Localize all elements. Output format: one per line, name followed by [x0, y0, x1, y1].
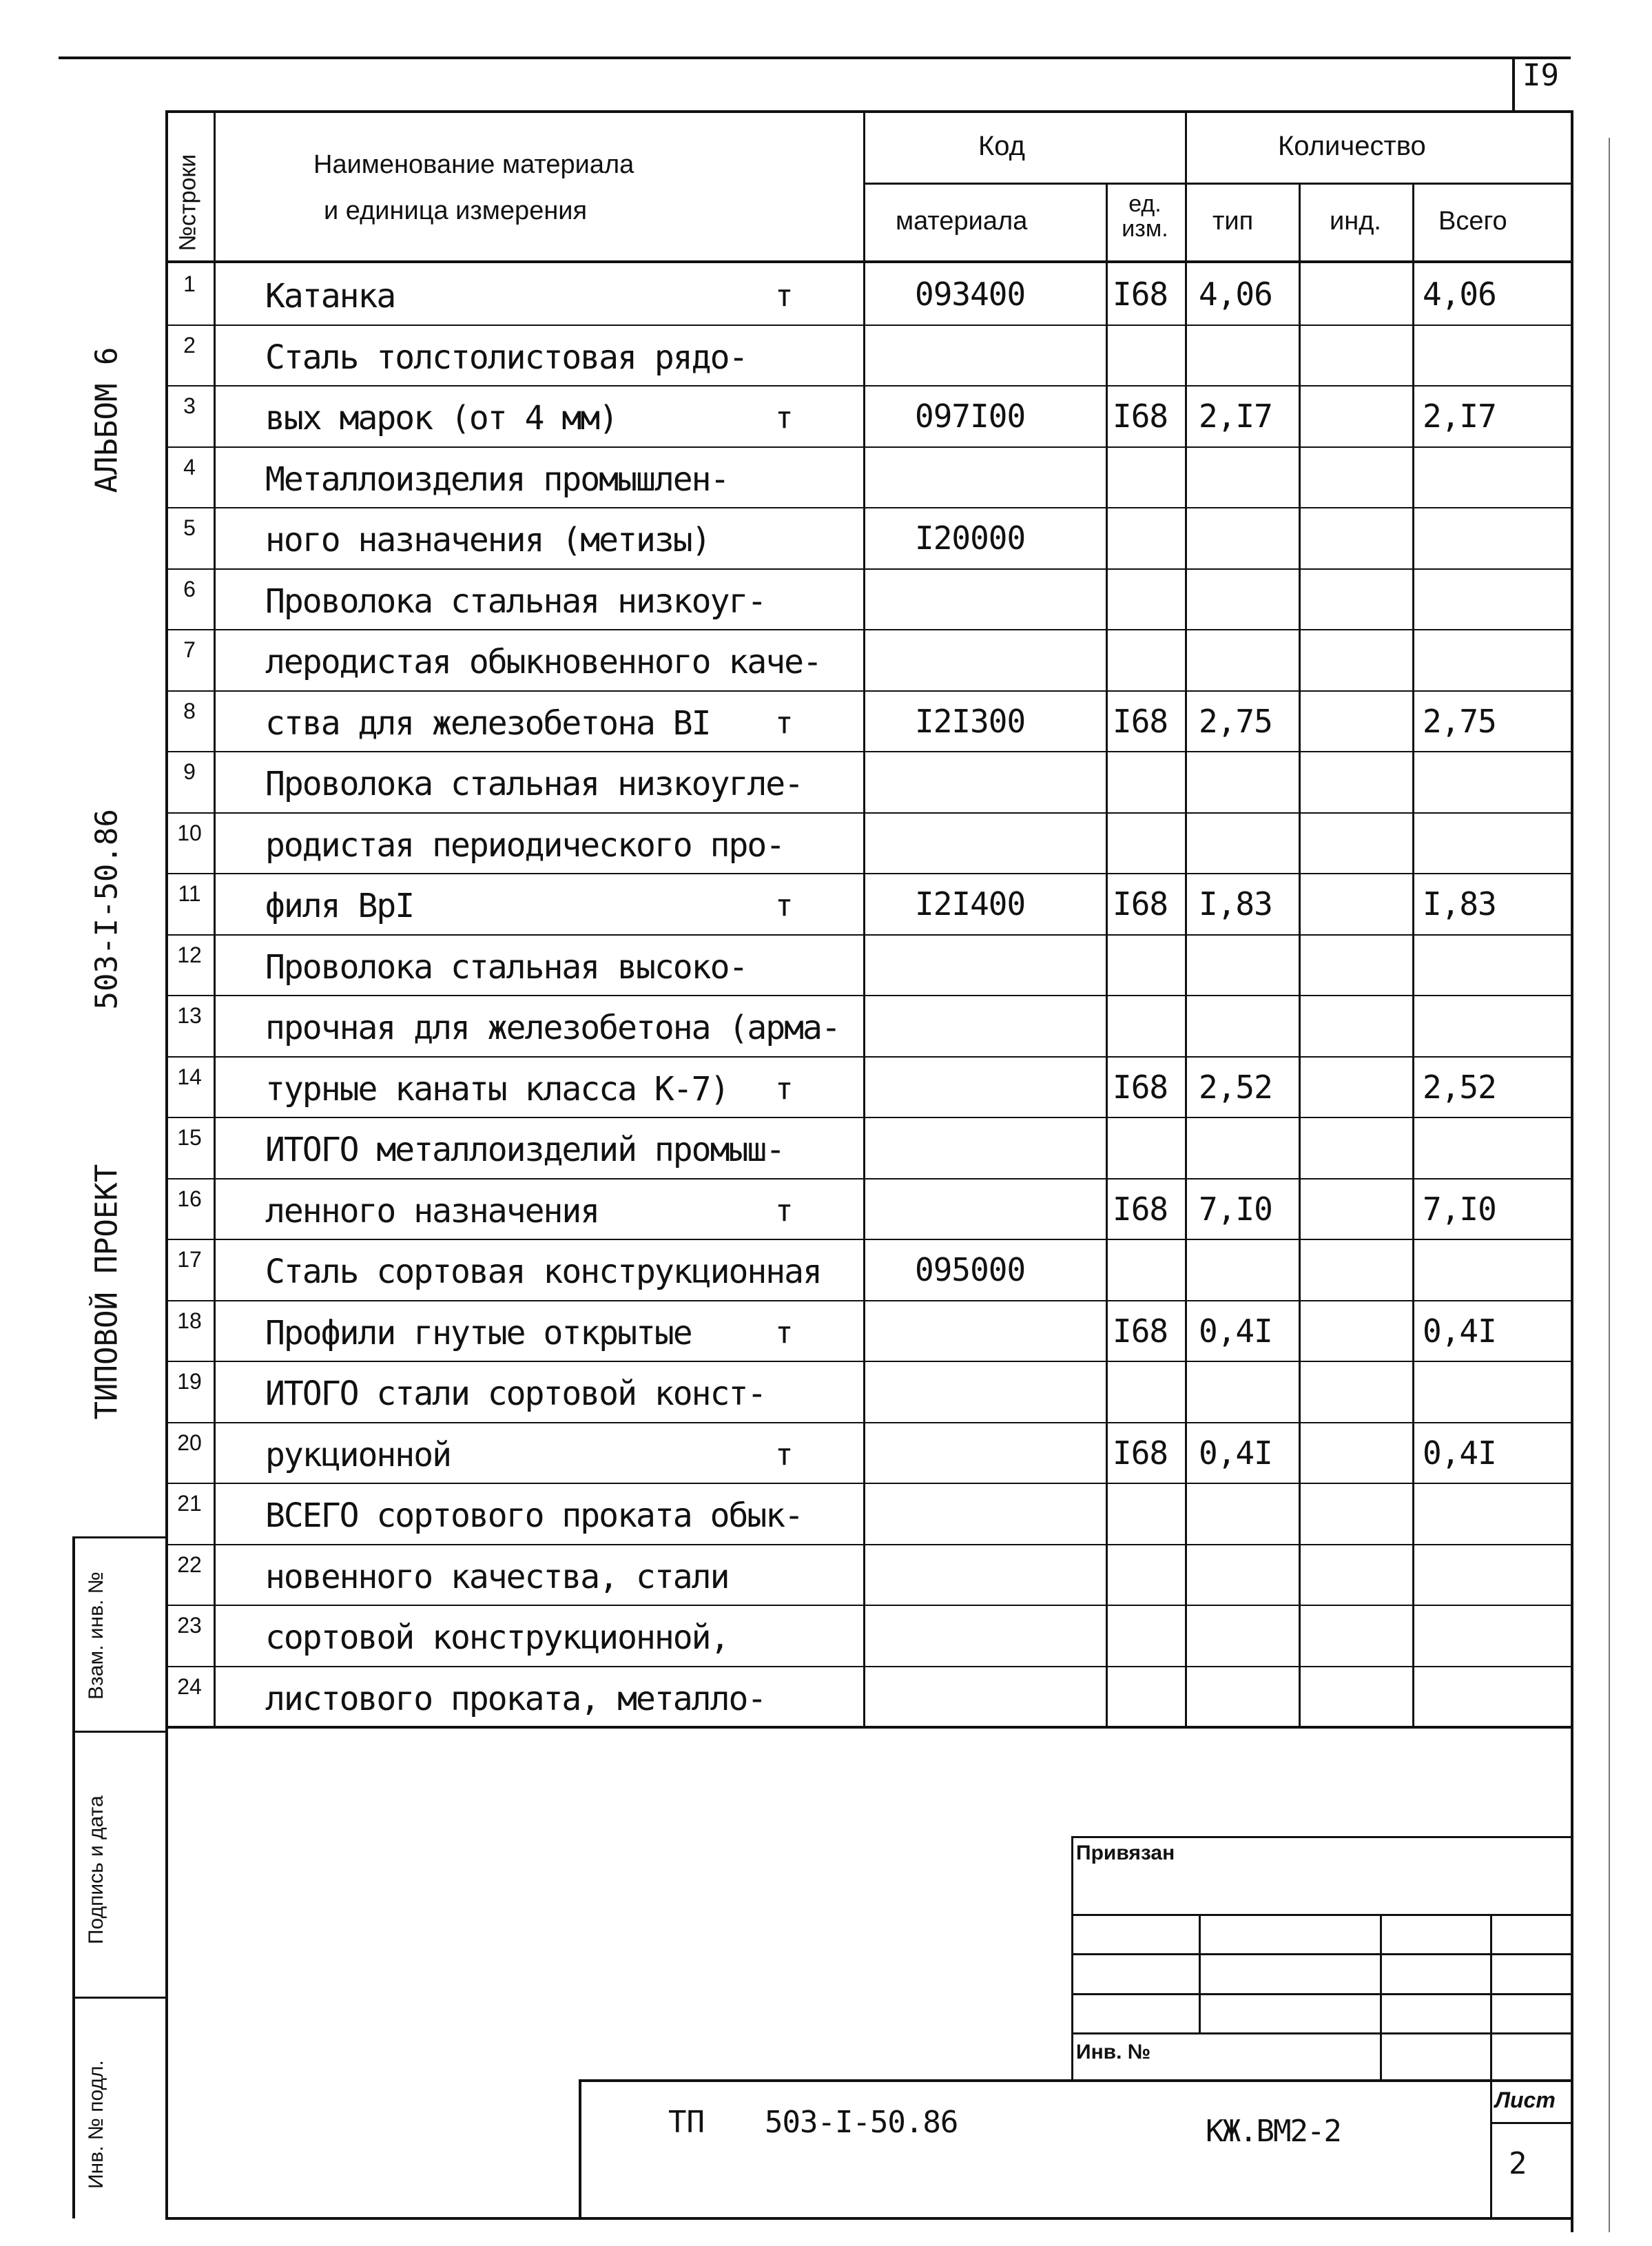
title-left	[579, 2079, 581, 2218]
table-row	[0, 1300, 1652, 1361]
qty-tip: 0,4I	[1199, 1434, 1272, 1472]
stamp-podpis: Подпись и дата	[85, 1795, 107, 1944]
qty-total: 0,4I	[1423, 1434, 1496, 1472]
table-row	[0, 1178, 1652, 1239]
priv-col-3	[1490, 1914, 1492, 2081]
title-sheet-label: Лист	[1495, 2088, 1556, 2112]
table-row	[0, 1483, 1652, 1544]
qty-total: I,83	[1423, 885, 1496, 923]
row-number: 9	[183, 759, 196, 784]
qty-total: 7,I0	[1423, 1190, 1496, 1228]
priv-col-1	[1199, 1914, 1201, 2032]
table-row	[0, 1422, 1652, 1483]
material-name: Металлоизделия промышлен-	[265, 460, 729, 499]
table-row	[0, 1239, 1652, 1300]
material-name: леродистая обыкновенного каче-	[265, 643, 821, 681]
priv-left	[1071, 1836, 1073, 2081]
sheet-number: I9	[1522, 58, 1559, 93]
qty-tip: 2,52	[1199, 1068, 1272, 1106]
material-name: ного назначения (метизы)	[265, 521, 710, 559]
title-tp: ТП	[668, 2105, 705, 2140]
table-row	[0, 690, 1652, 752]
header-total: Всего	[1438, 207, 1507, 236]
priv-row-3	[1071, 1993, 1573, 1995]
row-number: 7	[183, 637, 196, 662]
material-name: ленного назначения	[265, 1191, 599, 1230]
material-name: Катанка	[265, 277, 395, 316]
row-number: 5	[183, 515, 196, 540]
material-name: вых марок (от 4 мм)	[265, 399, 618, 437]
unit-code: I68	[1113, 702, 1168, 740]
header-row-no: №строки	[174, 154, 201, 251]
material-code: I2I400	[915, 885, 1026, 923]
priv-col-2	[1380, 1914, 1382, 2081]
material-name: Проволока стальная низкоуг-	[265, 581, 766, 621]
title-sheet-mid	[1490, 2122, 1573, 2124]
qty-tip: 2,I7	[1199, 398, 1272, 435]
sheet-number-box-left	[1512, 56, 1515, 112]
unit-code: I68	[1113, 885, 1168, 923]
unit-cell: т	[775, 1436, 794, 1472]
row-number: 17	[177, 1247, 202, 1272]
material-name: ИТОГО стали сортовой конст-	[265, 1374, 766, 1413]
inv-no-label: Инв. №	[1076, 2041, 1151, 2063]
material-code: 095000	[915, 1251, 1026, 1288]
unit-cell: т	[775, 705, 794, 741]
title-sheet-value: 2	[1509, 2146, 1527, 2181]
material-code: I2I300	[915, 702, 1026, 740]
row-number: 19	[177, 1369, 202, 1394]
row-number: 11	[178, 881, 201, 906]
row-number: 21	[177, 1491, 202, 1516]
row-number: 20	[177, 1430, 202, 1455]
table-row	[0, 1117, 1652, 1178]
row-number: 12	[177, 942, 202, 967]
unit-cell: т	[775, 888, 794, 923]
header-subline	[863, 183, 1573, 185]
header-name-line2: и единица измерения	[324, 196, 588, 225]
row-number: 10	[177, 820, 202, 845]
priv-label: Привязан	[1076, 1842, 1175, 1864]
unit-cell: т	[775, 400, 794, 435]
qty-total: 2,I7	[1423, 398, 1496, 435]
table-row	[0, 995, 1652, 1056]
frame-top	[165, 110, 1573, 113]
table-row	[0, 1544, 1652, 1605]
title-top	[579, 2079, 1573, 2082]
unit-cell: т	[775, 278, 794, 313]
row-number: 3	[183, 393, 196, 418]
unit-code: I68	[1113, 1190, 1168, 1228]
title-sheet-left	[1490, 2079, 1492, 2218]
material-name: сортовой конструкционной,	[265, 1618, 729, 1657]
table-row	[0, 446, 1652, 508]
header-material: материала	[896, 207, 1028, 236]
header-ind: инд.	[1330, 207, 1381, 236]
top-rule	[59, 56, 1571, 59]
table-bottom	[165, 1726, 1573, 1729]
material-name: прочная для железобетона (арма-	[265, 1009, 840, 1047]
unit-cell: т	[775, 1315, 794, 1350]
material-name: Проволока стальная низкоугле-	[265, 765, 803, 803]
unit-cell: т	[775, 1193, 794, 1228]
unit-code: I68	[1113, 1312, 1168, 1350]
unit-code: I68	[1113, 398, 1168, 435]
qty-tip: I,83	[1199, 885, 1272, 923]
table-row	[0, 1056, 1652, 1117]
unit-code: I68	[1113, 1068, 1168, 1106]
table-row	[0, 1666, 1652, 1727]
table-row	[0, 629, 1652, 690]
material-code: 097I00	[915, 398, 1026, 435]
header-unit: ед. изм.	[1122, 191, 1168, 242]
material-name: ВСЕГО сортового проката обык-	[265, 1496, 803, 1535]
row-number: 24	[177, 1673, 202, 1699]
qty-tip: 4,06	[1199, 276, 1272, 313]
material-name: ства для железобетона BI	[265, 703, 710, 743]
row-number: 18	[177, 1308, 202, 1333]
table-row	[0, 507, 1652, 568]
row-number: 22	[177, 1552, 202, 1577]
material-name: листового проката, металло-	[265, 1679, 766, 1718]
unit-cell: т	[775, 1071, 794, 1106]
qty-total: 2,52	[1423, 1068, 1496, 1106]
row-number: 16	[177, 1186, 202, 1211]
row-number: 8	[183, 698, 196, 723]
table-row	[0, 751, 1652, 812]
side-code: 503-I-50.86	[89, 809, 125, 1010]
title-project-code: 503-I-50.86	[765, 2105, 958, 2140]
row-number: 4	[183, 454, 196, 480]
qty-tip: 0,4I	[1199, 1312, 1272, 1350]
material-name: родистая периодического про-	[265, 825, 785, 865]
priv-row-2	[1071, 1953, 1573, 1955]
row-number: 14	[177, 1064, 202, 1089]
material-name: филя ВрI	[265, 887, 414, 925]
priv-row-1	[1071, 1914, 1573, 1916]
table-row	[0, 812, 1652, 874]
stamp-inv-podl: Инв. № подл.	[85, 2060, 107, 2189]
table-row	[0, 324, 1652, 386]
material-name: новенного качества, стали	[265, 1557, 729, 1596]
unit-code: I68	[1113, 1434, 1168, 1472]
header-quantity: Количество	[1278, 131, 1426, 161]
qty-total: 2,75	[1423, 702, 1496, 740]
material-name: турные канаты класса К-7)	[265, 1069, 729, 1109]
material-name: ИТОГО металлоизделий промыш-	[265, 1131, 785, 1169]
table-row	[0, 568, 1652, 630]
side-project: ТИПОВОЙ ПРОЕКТ	[89, 1164, 125, 1420]
material-name: рукционной	[265, 1435, 451, 1474]
material-name: Сталь толстолистовая рядо-	[265, 338, 747, 377]
row-number: 15	[177, 1125, 202, 1150]
table-row	[0, 934, 1652, 996]
material-name: Профили гнутые открытые	[265, 1313, 692, 1352]
header-code: Код	[978, 131, 1026, 161]
frame-bottom	[165, 2217, 1573, 2220]
stamp-divider-2	[72, 1997, 168, 1999]
right-edge-mark	[1609, 138, 1610, 2232]
qty-tip: 7,I0	[1199, 1190, 1272, 1228]
row-number: 13	[177, 1003, 202, 1028]
stamp-vzam: Взам. инв. №	[85, 1572, 107, 1700]
priv-top	[1071, 1836, 1573, 1838]
priv-row-4	[1071, 2032, 1573, 2034]
table-row	[0, 873, 1652, 934]
qty-tip: 2,75	[1199, 702, 1272, 740]
unit-code: I68	[1113, 276, 1168, 313]
row-number: 1	[183, 271, 196, 296]
title-doc-code: КЖ.ВМ2-2	[1206, 2114, 1341, 2149]
table-row	[0, 1605, 1652, 1666]
table-row	[0, 263, 1652, 324]
material-code: I20000	[915, 519, 1026, 557]
material-name: Проволока стальная высоко-	[265, 947, 747, 987]
row-number: 2	[183, 332, 196, 358]
qty-total: 4,06	[1423, 276, 1496, 313]
material-code: 093400	[915, 276, 1026, 313]
qty-total: 0,4I	[1423, 1312, 1496, 1350]
header-tip: тип	[1212, 207, 1254, 236]
row-number: 6	[183, 576, 196, 601]
side-album: АЛЬБОМ 6	[89, 347, 125, 493]
table-row	[0, 385, 1652, 446]
stamp-divider-1	[72, 1731, 168, 1733]
header-name-line1: Наименование материала	[313, 150, 634, 179]
material-name: Сталь сортовая конструкционная	[265, 1253, 821, 1291]
row-number: 23	[177, 1613, 202, 1638]
table-row	[0, 1361, 1652, 1422]
